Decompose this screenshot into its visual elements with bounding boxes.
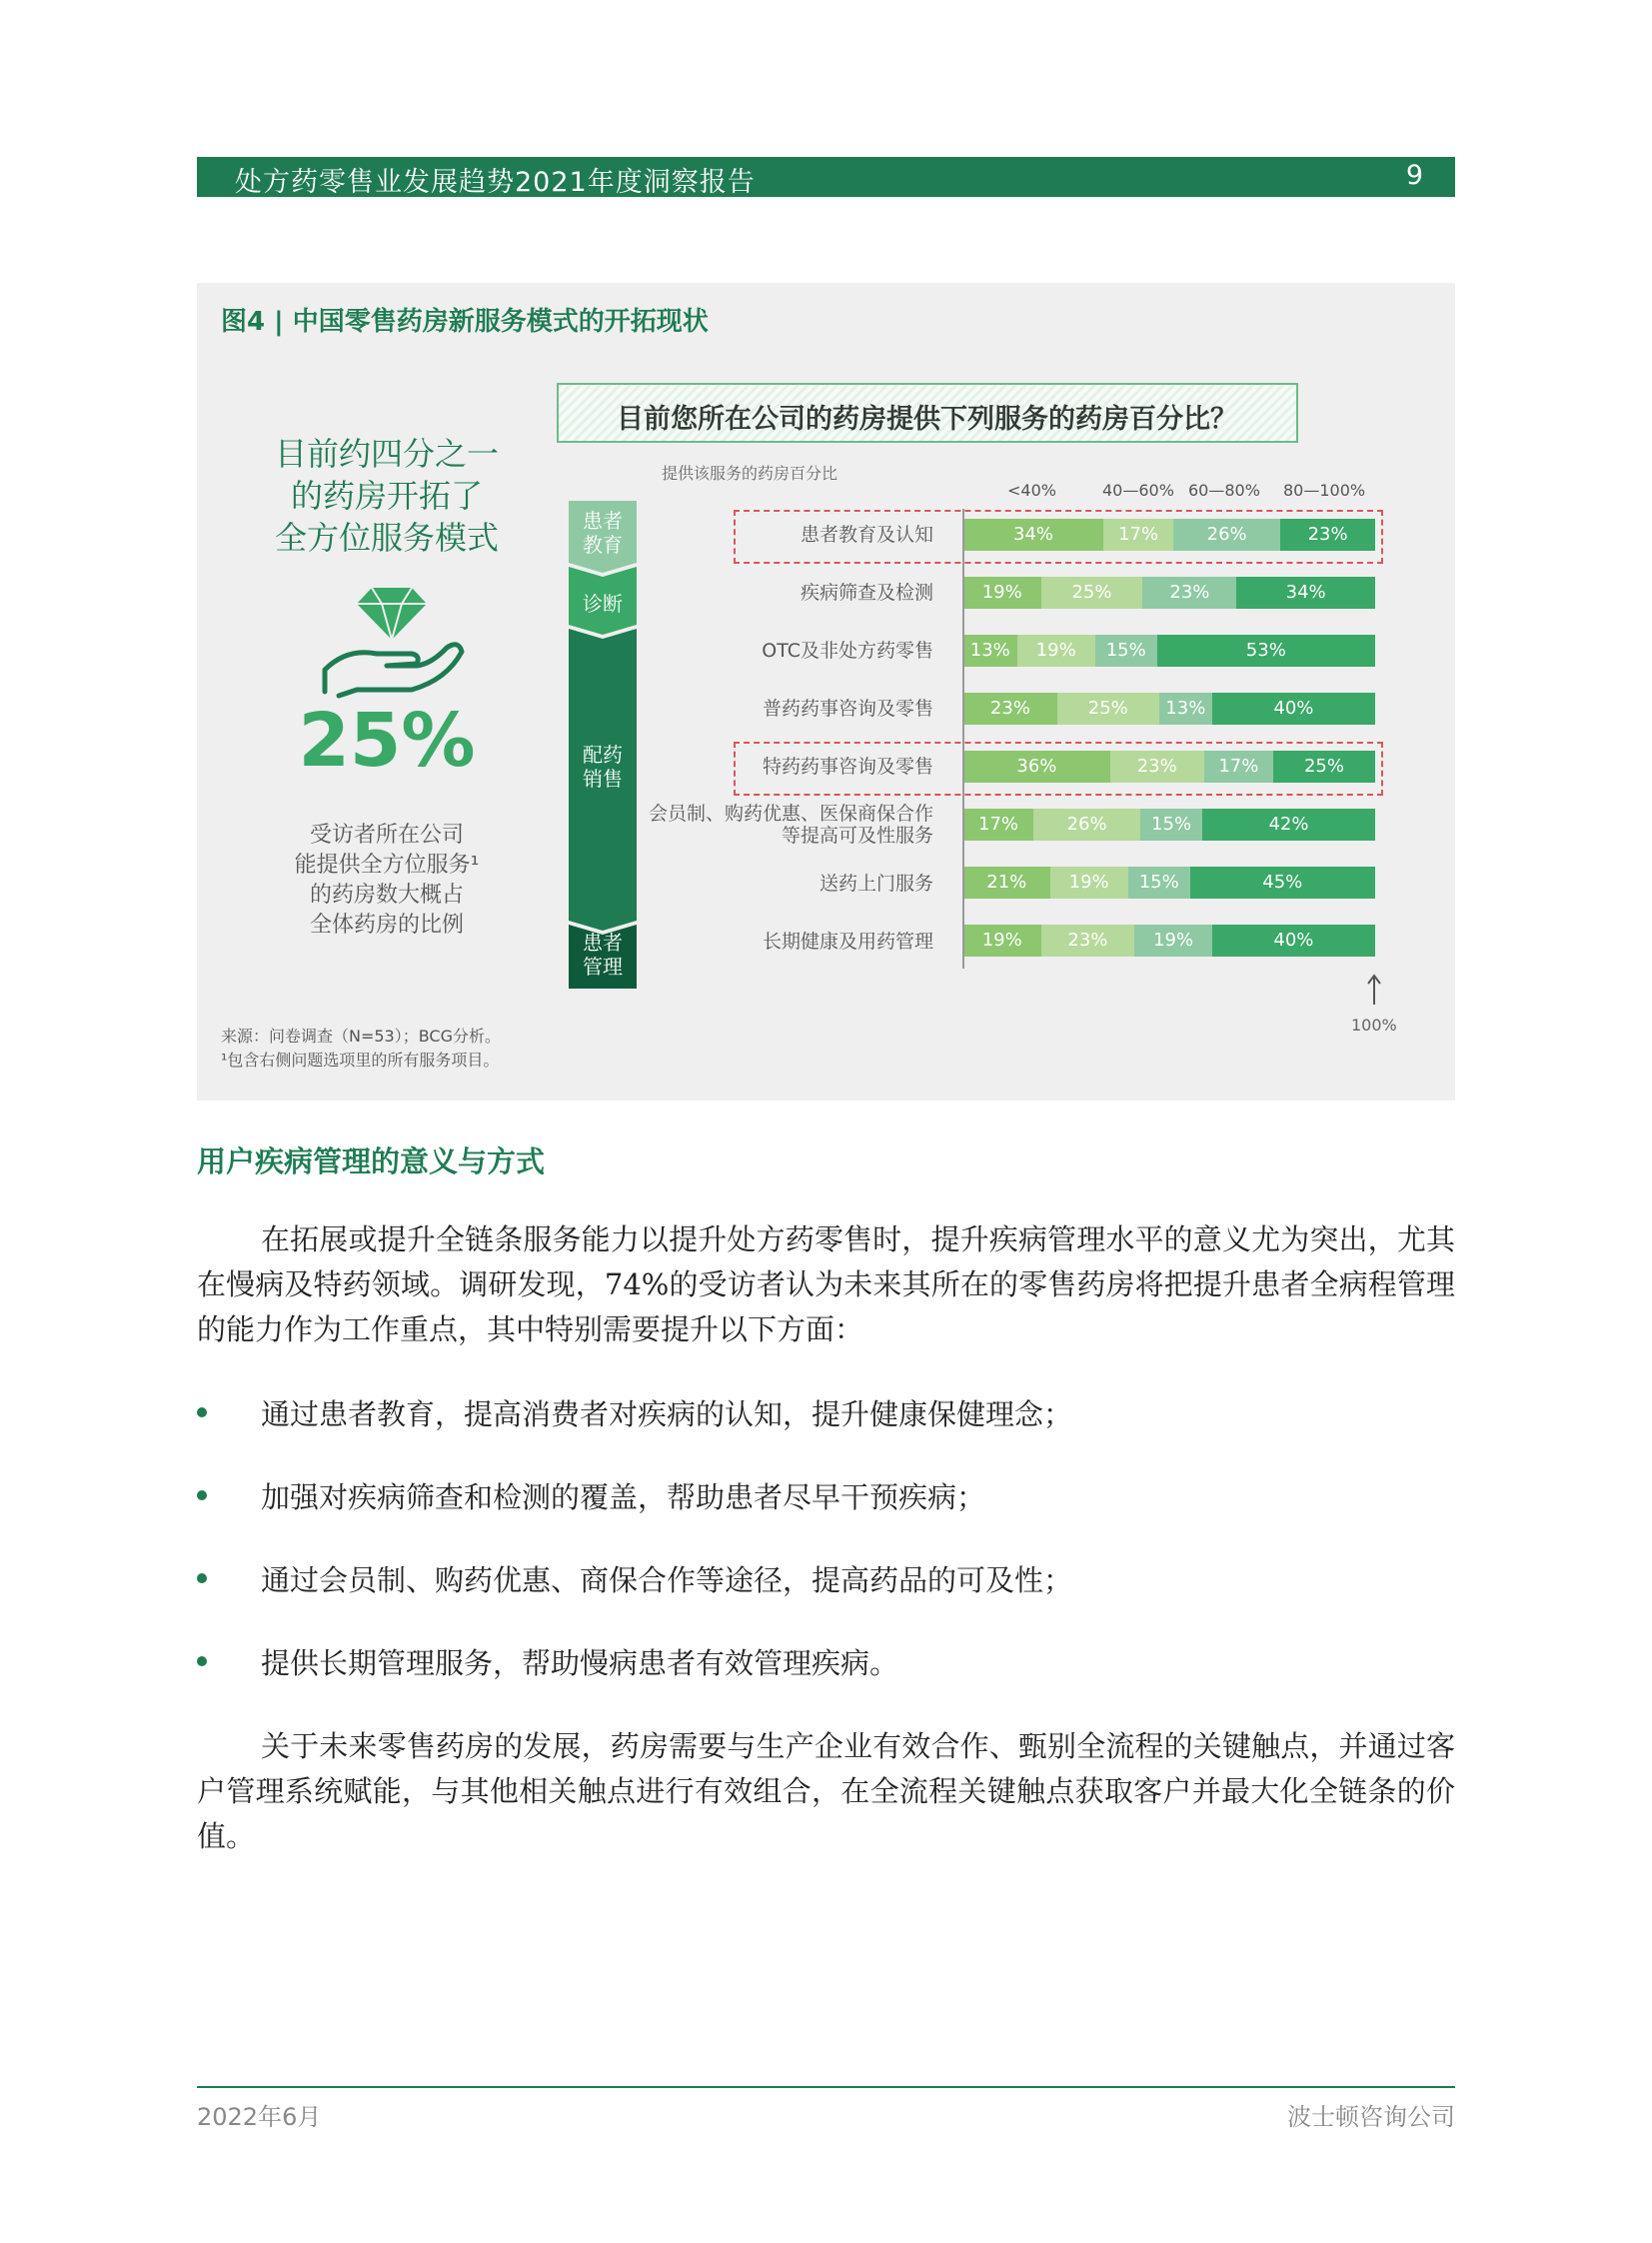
description-line: 受访者所在公司 <box>309 823 464 848</box>
bar-row <box>963 519 1375 551</box>
bar-segment: 25% <box>1273 751 1375 783</box>
row-label: 送药上门服务 <box>819 873 933 895</box>
bar-segment: 23% <box>963 693 1057 725</box>
category-line: 管理 <box>583 955 623 979</box>
row-label: 会员制、购药优惠、医保商保合作等提高可及性服务 <box>648 803 933 847</box>
bar-row <box>963 635 1375 667</box>
left-description <box>257 821 517 941</box>
figure-source <box>221 1025 501 1073</box>
headline-line: 目前约四分之一 <box>274 435 499 473</box>
bar-segment: 19% <box>1017 635 1095 667</box>
axis-line <box>962 509 964 969</box>
category-diagnosis <box>571 592 635 616</box>
range-label: 40—60% <box>1102 481 1174 500</box>
bar-row <box>963 925 1375 957</box>
bar-segment: 23% <box>1041 925 1135 957</box>
category-line: 配药 <box>583 743 623 767</box>
bar-segment: 19% <box>1134 925 1212 957</box>
up-arrow-icon <box>1362 973 1386 1007</box>
bar-row <box>963 751 1375 783</box>
bar-segment: 34% <box>963 519 1103 551</box>
bar-segment: 53% <box>1157 635 1375 667</box>
header-bar <box>197 157 1455 197</box>
bar-segment: 13% <box>963 635 1017 667</box>
bullet-text: 加强对疾病筛查和检测的覆盖，帮助患者尽早干预疾病； <box>261 1480 986 1514</box>
question-text: 目前您所在公司的药房提供下列服务的药房百分比？ <box>617 404 1237 435</box>
bullet-text: 提供长期管理服务，帮助慢病患者有效管理疾病。 <box>261 1646 899 1680</box>
section-title: 用户疾病管理的意义与方式 <box>197 1144 546 1178</box>
figure-4 <box>197 283 1455 1101</box>
range-label: 60—80% <box>1188 481 1260 500</box>
diamond-hand-icon <box>317 580 467 700</box>
big-percentage: 25% <box>298 698 476 784</box>
bar-segment: 17% <box>1204 751 1273 783</box>
bar-segment: 19% <box>963 577 1041 609</box>
bullet-icon <box>197 1490 207 1500</box>
bar-segment: 40% <box>1212 693 1375 725</box>
footer-divider <box>197 2086 1455 2088</box>
bar-segment: 26% <box>1173 519 1280 551</box>
question-banner <box>557 383 1298 443</box>
bar-segment: 40% <box>1212 925 1375 957</box>
footer-org: 波士顿咨询公司 <box>1287 2103 1455 2131</box>
bullet-icon <box>197 1407 207 1417</box>
figure-title: 图4 | 中国零售药房新服务模式的开拓现状 <box>221 307 709 337</box>
category-line: 诊断 <box>583 592 623 616</box>
left-headline <box>257 433 517 559</box>
footnote-line: ¹包含右侧问题选项里的所有服务项目。 <box>221 1051 500 1070</box>
bar-segment: 25% <box>1057 693 1159 725</box>
bar-row <box>963 809 1375 841</box>
bullet-icon <box>197 1573 207 1583</box>
bar-segment: 15% <box>1140 809 1202 841</box>
source-line: 来源：问卷调查（N=53）；BCG分析。 <box>221 1027 502 1046</box>
bar-segment: 19% <box>963 925 1041 957</box>
description-line: 能提供全方位服务¹ <box>294 853 480 878</box>
row-label: 普药药事咨询及零售 <box>762 698 933 720</box>
paragraph: 关于未来零售药房的发展，药房需要与生产企业有效合作、甄别全流程的关键触点，并通过客户管理系统赋能，与其他相关触点进行有效组合，在全流程关键触点获取客户并最大化全链条的价值。 <box>197 1729 1455 1853</box>
bar-row <box>963 577 1375 609</box>
description-line: 全体药房的比例 <box>309 913 464 938</box>
bar-segment: 23% <box>1280 519 1375 551</box>
headline-line: 的药房开拓了 <box>290 477 483 515</box>
category-patient-management <box>571 931 635 979</box>
category-line: 患者 <box>583 931 623 955</box>
report-title: 处方药零售业发展趋势2021年度洞察报告 <box>235 167 756 198</box>
category-line: 教育 <box>583 533 623 557</box>
description-line: 的药房数大概占 <box>309 883 464 908</box>
bar-row <box>963 693 1375 725</box>
row-label: 特药药事咨询及零售 <box>762 756 933 778</box>
category-patient-education <box>571 509 635 557</box>
range-label: 80—100% <box>1283 481 1366 500</box>
range-label: <40% <box>1007 481 1056 500</box>
bar-segment: 25% <box>1041 577 1143 609</box>
axis-100-label: 100% <box>1351 1016 1397 1035</box>
category-line: 销售 <box>583 767 623 791</box>
category-dispensing <box>571 743 635 791</box>
bar-segment: 15% <box>1095 635 1157 667</box>
bullet-text: 通过会员制、购药优惠、商保合作等途径，提高药品的可及性； <box>261 1563 1073 1597</box>
row-label: 长期健康及用药管理 <box>762 931 933 953</box>
bar-segment: 45% <box>1190 867 1375 899</box>
row-label: 疾病筛查及检测 <box>800 582 933 604</box>
page-number: 9 <box>1405 160 1423 191</box>
chart-sub-label: 提供该服务的药房百分比 <box>662 464 838 483</box>
bar-segment: 21% <box>963 867 1050 899</box>
bar-segment: 17% <box>963 809 1033 841</box>
category-line: 患者 <box>583 509 623 533</box>
row-label: 患者教育及认知 <box>800 524 933 546</box>
bar-segment: 42% <box>1202 809 1375 841</box>
bar-segment: 34% <box>1236 577 1375 609</box>
bar-segment: 17% <box>1103 519 1173 551</box>
bar-segment: 19% <box>1050 867 1128 899</box>
headline-line: 全方位服务模式 <box>274 519 499 557</box>
bar-segment: 23% <box>1110 751 1204 783</box>
bar-segment: 13% <box>1159 693 1212 725</box>
bullet-icon <box>197 1656 207 1666</box>
bar-segment: 26% <box>1033 809 1140 841</box>
bar-segment: 15% <box>1128 867 1190 899</box>
bullet-text: 通过患者教育，提高消费者对疾病的认知，提升健康保健理念； <box>261 1397 1073 1431</box>
footer-date: 2022年6月 <box>197 2103 322 2131</box>
paragraph: 在拓展或提升全链条服务能力以提升处方药零售时，提升疾病管理水平的意义尤为突出，尤其在慢病及特药领域。调研发现，74%的受访者认为未来其所在的零售药房将把提升患者全病程管理的能力作为工作重点，其中特别需要提升以下方面： <box>197 1222 1455 1346</box>
bar-segment: 23% <box>1142 577 1236 609</box>
bar-row <box>963 867 1375 899</box>
bar-segment: 36% <box>963 751 1110 783</box>
row-label: OTC及非处方药零售 <box>762 640 933 662</box>
